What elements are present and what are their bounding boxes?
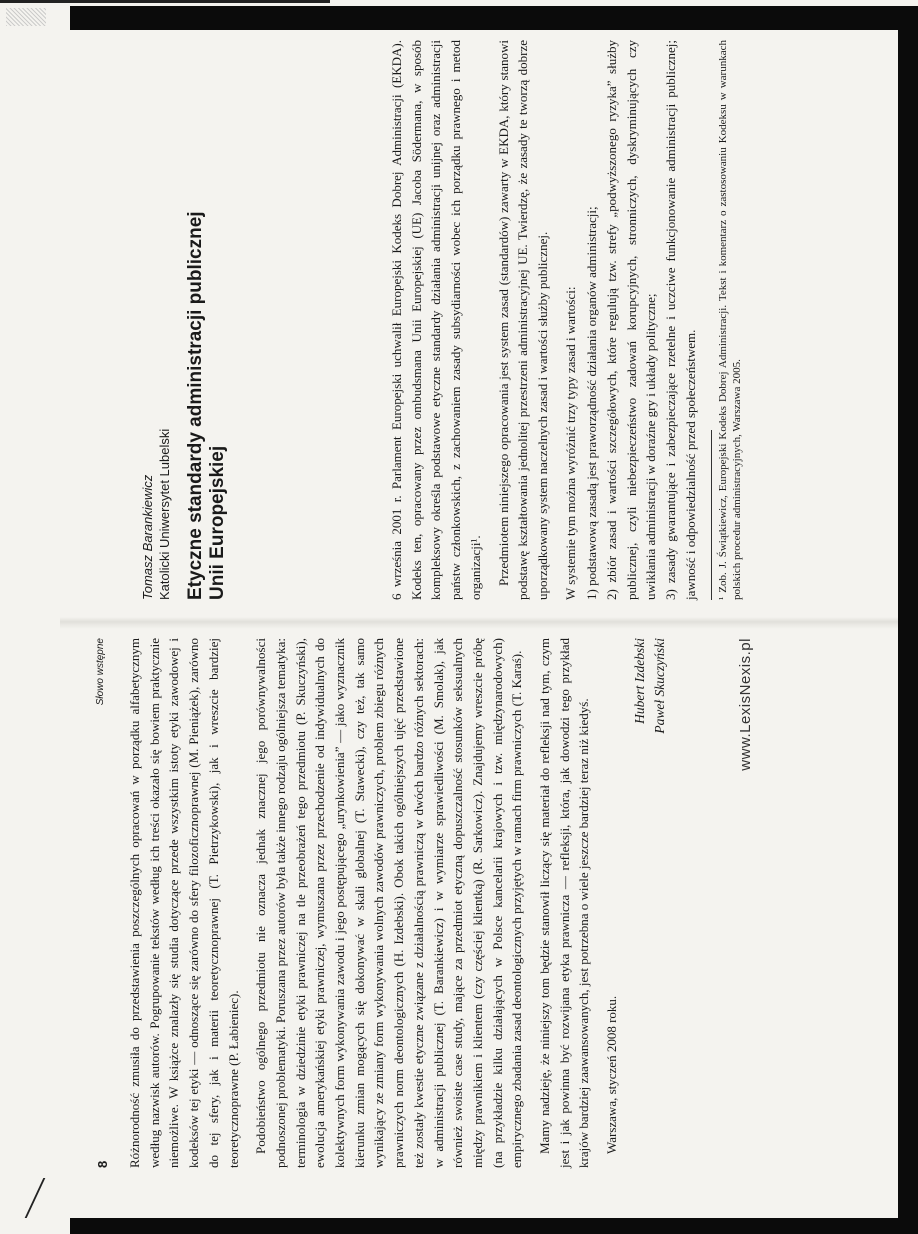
- paragraph: Warszawa, styczeń 2008 roku.: [604, 995, 620, 1154]
- paragraph: W systemie tym można wyróżnić trzy typy zasad i wartości:: [562, 286, 578, 600]
- signature-block: [630, 638, 670, 1168]
- footnote: ¹ Zob. J. Świątkiewicz, Europejski Kodeks Dobrej Administracji. Tekst i komentarz o zastosowaniu Kodeksu w warunkach polskich procedur administracyjnych, Warszawa 2005.: [716, 40, 743, 600]
- paragraph: Mamy nadzieję, że niniejszy tom będzie stanowił liczący się materiał do refleksji nad tym, czym jest i jak powinna być rozwijana etyka prawnicza — refleksji, która, jak dowodzi tego przykład krajów bardziej zaawansowanych, jest potrzebna o wiele jeszcze bardziej teraz niż kiedyś.: [537, 638, 592, 1168]
- author-name: Tomasz Barankiewicz: [140, 474, 155, 600]
- signature: Paweł Skuczyński: [651, 638, 667, 734]
- paragraph: Przedmiotem niniejszego opracowania jest system zasad (standardów) zawarty w EKDA, który stanowi podstawę kształtowania jednolitej przestrzeni administracyjnej UE. Twierdzę, że zasady te tworzą dobrze uporządkowany system naczelnych zasad i wartości służby publicznej.: [495, 40, 550, 600]
- page-number: 8: [95, 1160, 110, 1168]
- footnote-rule: [711, 430, 712, 600]
- footer-url: www.LexisNexis.pl: [737, 638, 754, 771]
- list-item: 2) zbiór zasad i wartości szczegółowych, które regulują tzw. strefy „podwyższonego ryzyka” służby publicznej, czyli niebezpieczeństwo zadowań korupcyjnych, stronniczych, dyskryminujących czy uwikłania administracji w doraźne gry i układy polityczne;: [604, 40, 659, 600]
- signature: Hubert Izdebski: [631, 638, 647, 724]
- scan-bottom-border: [70, 1218, 918, 1234]
- paragraph: 6 września 2001 r. Parlament Europejski uchwalił Europejski Kodeks Dobrej Administracji (EKDA). Kodeks ten, opracowany przez ombudsmana Unii Europejskiej (UE) Jacoba Södermana, w sposób kompleksowy określa podstawowe etyczne standardy działania administracji unijnej oraz administracji państw członkowskich, z zachowaniem zasady subsydiarności wobec ich porządku prawnego i metod organizacji¹.: [389, 40, 483, 600]
- running-head: Słowo wstępne: [95, 638, 106, 706]
- title-line: Unii Europejskiej: [207, 445, 228, 600]
- book-gutter: [60, 617, 898, 629]
- scan-edge-line: [0, 0, 330, 3]
- scan-noise: [6, 8, 46, 26]
- principles-list: [582, 40, 700, 600]
- left-page: [95, 638, 815, 1168]
- title-line: Etyczne standardy administracji publicznej: [185, 211, 206, 600]
- left-page-header: [95, 638, 125, 1168]
- affiliation: Katolicki Uniwersytet Lubelski: [157, 428, 172, 600]
- right-page: [95, 40, 815, 600]
- scan-top-border: [70, 6, 918, 30]
- list-item: 1) podstawową zasadą jest praworządność działania organów administracji;: [584, 206, 600, 600]
- scan-right-border: [898, 30, 918, 1234]
- list-item: 3) zasady gwarantujące i zabezpieczające rzetelne i uczciwe funkcjonowanie administracji publicznej; jawność i odpowiedzialność przed społeczeństwem.: [663, 40, 698, 600]
- paragraph: Różnorodność zmusiła do przedstawienia poszczególnych opracowań w porządku alfabetycznym według nazwisk autorów. Pogrupowanie tekstów według ich treści okazało się bowiem praktycznie niemożliwe. W książce znalazły się studia dotyczące przede wszystkim istoty etyki zawodowej i kodeksów tej etyki — odnoszące się zarówno do sfery filozoficznoprawnej (M. Pieniążek), zarówno do tej sfery, jak i materii teoretycznoprawnej (T. Pietrzykowski), jak i wreszcie bardziej teoretycznoprawne (P. Łabieniec).: [127, 638, 241, 1168]
- left-page-body: [125, 638, 670, 1168]
- right-page-body: [387, 40, 744, 600]
- page-corner-mark: [25, 1178, 76, 1218]
- spacer: [95, 40, 139, 600]
- author-block: [139, 40, 173, 600]
- spacer: [247, 40, 387, 600]
- paragraph: Podobieństwo ogólnego przedmiotu nie oznacza jednak znacznej jego porównywalności podnoszonej problematyki. Poruszana przez autorów była także innego rodzaju ogólniejsza tematyka: terminologia w dziedzinie etyki prawniczej na tle przeobrażeń tego przedmiotu (P. Skuczyński), ewolucja amerykańskiej etyki prawniczej, wymuszana przez przechodzenie od indywidualnych do kolektywnych form wykonywania zawodu i jego postępującego „urynkowienia” — jako wyznacznik kierunku zmian mogących się dokonywać w skali globalnej (T. Stawecki), czy też, tak samo wynikający ze zmiany form wykonywania wolnych zawodów prawniczych, problem zbiegu różnych prawniczych norm deontologicznych (H. Izdebski). Obok takich ogólniejszych ujęć przedstawione też zostały kwestie etyczne związane z działalnością prawniczą w dwóch bardzo różnych sektorach: w administracji publicznej (T. Barankiewicz) i w wymiarze sprawiedliwości (M. Smolak), jak również swoiste case study, mające za przedmiot etyczną dopuszczalność stosunków seksualnych między prawnikiem i klientem (czy częściej klientką) (R. Sarkowicz). Znajdujemy wreszcie próbę (na przykładzie kilku działających w Polsce kancelarii krajowych i tzw. międzynarodowych) empirycznego zbadania zasad deontologicznych przyjętych w ramach firm prawniczych (T. Karaś).: [253, 638, 525, 1168]
- article-title: [185, 40, 229, 600]
